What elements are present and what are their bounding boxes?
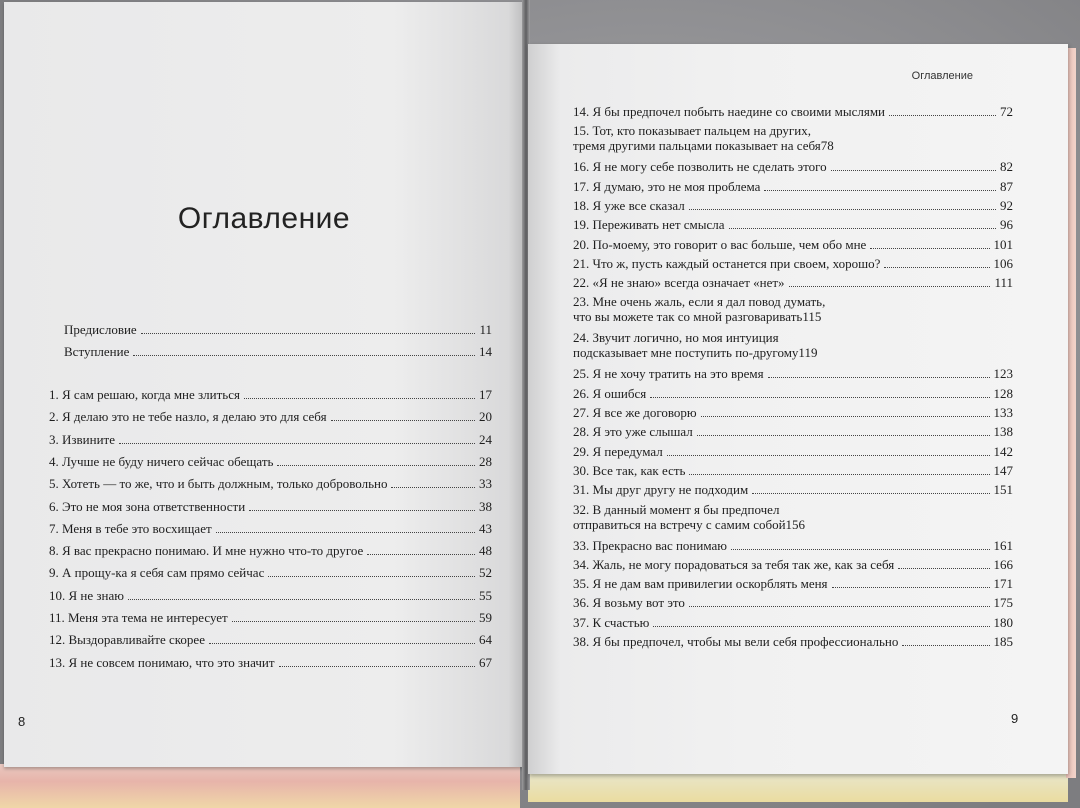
toc-entry xyxy=(573,179,1013,194)
toc-entry xyxy=(573,576,1013,591)
toc-entry xyxy=(49,454,492,469)
toc-entry-page: 78 xyxy=(820,138,834,154)
toc-entry-label: 26. Я ошибся xyxy=(573,385,647,401)
toc-entry-label: 6. Это не моя зона ответственности xyxy=(49,498,246,514)
left-page xyxy=(4,2,524,767)
toc-entry-label: 11. Меня эта тема не интересует xyxy=(49,610,228,625)
dot-leader xyxy=(141,333,476,334)
toc-entry-page: 138 xyxy=(993,424,1013,440)
toc-entry xyxy=(573,217,1013,232)
toc-entry-label: 16. Я не могу себе позволить не сделать этого xyxy=(573,159,827,175)
toc-entry-label: 1. Я сам решаю, когда мне злиться xyxy=(49,387,240,402)
toc-entry-page: 180 xyxy=(993,614,1013,630)
toc-entry-label: 7. Меня в тебе это восхищает xyxy=(49,520,212,536)
toc-entry-label: 13. Я не совсем понимаю, что это значит xyxy=(49,654,275,670)
dot-leader xyxy=(277,465,475,466)
dot-leader xyxy=(232,621,475,622)
page-edge-bottom-left xyxy=(0,764,520,808)
page-edge-bottom-right xyxy=(528,772,1068,802)
toc-entry-label: 23. Мне очень жаль, если я дал повод думать, xyxy=(573,294,826,310)
toc-entry-page: 123 xyxy=(993,366,1013,382)
dot-leader xyxy=(689,209,996,210)
dot-leader xyxy=(216,532,475,533)
toc-entry xyxy=(573,104,1013,119)
toc-entry-page: 87 xyxy=(1000,178,1013,194)
toc-entry-page: 14 xyxy=(479,344,492,359)
toc-entry-label: 30. Все так, как есть xyxy=(573,462,686,478)
toc-entry xyxy=(49,610,492,625)
toc-entry-label: 12. Выздоравливайте скорее xyxy=(49,632,205,648)
toc-entry-label: 3. Извините xyxy=(49,431,115,447)
toc-entry-label: 28. Я это уже слышал xyxy=(573,424,693,440)
toc-entry xyxy=(573,256,1013,271)
dot-leader xyxy=(653,626,989,627)
dot-leader xyxy=(870,248,989,249)
toc-entry-page: 43 xyxy=(479,520,492,536)
toc-entry-label: 27. Я все же договорю xyxy=(573,405,697,420)
dot-leader xyxy=(768,377,990,378)
dot-leader xyxy=(697,435,990,436)
toc-entry-page: 20 xyxy=(479,409,492,425)
toc-entry-label: 20. По-моему, это говорит о вас больше, чем обо мне xyxy=(573,236,867,252)
dot-leader xyxy=(650,397,989,398)
toc-entry xyxy=(49,432,492,447)
toc-entry-label: 18. Я уже все сказал xyxy=(573,197,685,213)
right-page-number: 9 xyxy=(1011,711,1019,726)
dot-leader xyxy=(667,455,990,456)
toc-entry-label: 5. Хотеть — то же, что и быть должным, только добровольно xyxy=(49,476,388,492)
toc-entry-label: 35. Я не дам вам привилегии оскорблять меня xyxy=(573,576,828,592)
dot-leader xyxy=(902,645,989,646)
dot-leader xyxy=(279,666,475,667)
dot-leader xyxy=(831,170,996,171)
toc-entry xyxy=(49,521,492,536)
toc-entry-page: 33 xyxy=(479,476,492,492)
toc-entry-page: 28 xyxy=(479,453,492,469)
toc-entry-label: Вступление xyxy=(64,344,130,359)
dot-leader xyxy=(729,228,996,229)
toc-entry xyxy=(49,655,492,670)
toc-entry-page: 128 xyxy=(993,385,1013,401)
toc-entry xyxy=(49,588,492,603)
toc-entry xyxy=(573,294,1013,324)
dot-leader xyxy=(268,576,475,577)
toc-entry xyxy=(573,275,1013,290)
toc-entry-label: 31. Мы друг другу не подходим xyxy=(573,482,749,498)
right-page xyxy=(528,44,1068,774)
dot-leader xyxy=(689,606,990,607)
toc-entry-page: 142 xyxy=(993,443,1013,459)
toc-entry-page: 11 xyxy=(479,322,492,337)
toc-entry-label-continued: отправиться на встречу с самим собой xyxy=(573,516,786,532)
toc-entry-label: 10. Я не знаю xyxy=(49,587,124,603)
toc-entry-page: 185 xyxy=(993,634,1013,649)
dot-leader xyxy=(331,420,475,421)
toc-entry xyxy=(573,159,1013,174)
dot-leader xyxy=(764,190,996,191)
toc-entry-page: 166 xyxy=(993,556,1013,572)
toc-entry xyxy=(573,502,1013,532)
toc-entry-label: 21. Что ж, пусть каждый останется при своем, хорошо? xyxy=(573,255,881,271)
toc-entry-label: 29. Я передумал xyxy=(573,443,663,459)
toc-entry-label: Предисловие xyxy=(64,322,137,337)
toc-entry-label: 37. К счастью xyxy=(573,614,650,630)
toc-entry-page: 59 xyxy=(479,610,492,625)
toc-entry-page: 106 xyxy=(993,255,1013,271)
toc-entry-page: 115 xyxy=(802,309,822,325)
toc-entry xyxy=(573,237,1013,252)
toc-entry xyxy=(573,557,1013,572)
toc-entry-label: 2. Я делаю это не тебе назло, я делаю это для себя xyxy=(49,409,327,425)
toc-entry-label: 25. Я не хочу тратить на это время xyxy=(573,366,764,382)
left-page-number: 8 xyxy=(18,714,26,729)
dot-leader xyxy=(889,115,996,116)
toc-entry-label: 38. Я бы предпочел, чтобы мы вели себя профессионально xyxy=(573,634,899,649)
toc-entry-page: 72 xyxy=(1000,104,1013,119)
toc-entry-page: 151 xyxy=(993,482,1013,498)
dot-leader xyxy=(898,568,989,569)
dot-leader xyxy=(249,510,475,511)
dot-leader xyxy=(209,643,475,644)
toc-entry-page: 52 xyxy=(479,565,492,581)
toc-entry-label: 14. Я бы предпочел побыть наедине со своими мыслями xyxy=(573,104,886,119)
toc-entry-page: 92 xyxy=(1000,197,1013,213)
toc-entry-page: 171 xyxy=(993,576,1013,592)
toc-entry-label: 8. Я вас прекрасно понимаю. И мне нужно что-то другое xyxy=(49,543,364,559)
dot-leader xyxy=(367,554,475,555)
toc-entry-label-continued: что вы можете так со мной разговаривать xyxy=(573,309,803,325)
toc-entry xyxy=(573,123,1013,153)
dot-leader xyxy=(832,587,990,588)
toc-entry xyxy=(573,463,1013,478)
toc-entry xyxy=(573,366,1013,381)
toc-entry-label: 22. «Я не знаю» всегда означает «нет» xyxy=(573,275,785,291)
toc-entry xyxy=(573,595,1013,610)
toc-entry xyxy=(49,543,492,558)
dot-leader xyxy=(244,398,475,399)
dot-leader xyxy=(391,487,475,488)
toc-entry xyxy=(49,476,492,491)
toc-entry-label: 4. Лучше не буду ничего сейчас обещать xyxy=(49,453,274,469)
toc-entry-page: 156 xyxy=(785,516,806,532)
dot-leader xyxy=(128,599,475,600)
toc-entry-label: 24. Звучит логично, но моя интуиция xyxy=(573,330,779,346)
toc-entry-page: 24 xyxy=(479,431,492,447)
dot-leader xyxy=(701,416,990,417)
toc-entry xyxy=(573,634,1013,649)
dot-leader xyxy=(789,286,991,287)
toc-entry-page: 48 xyxy=(479,543,492,559)
toc-entry xyxy=(49,387,492,402)
running-header: Оглавление xyxy=(911,70,973,82)
dot-leader xyxy=(731,549,990,550)
toc-entry xyxy=(573,330,1013,360)
toc-entry xyxy=(573,482,1013,497)
toc-entry-page: 38 xyxy=(479,498,492,514)
page-title: Оглавление xyxy=(177,202,351,235)
toc-entry xyxy=(64,322,492,337)
toc-entry-page: 17 xyxy=(479,387,492,402)
toc-entry-label-continued: подсказывает мне поступить по-другому xyxy=(573,345,799,361)
toc-entry-page: 161 xyxy=(993,537,1013,553)
toc-entry-page: 67 xyxy=(479,654,492,670)
toc-entry xyxy=(49,499,492,514)
dot-leader xyxy=(119,443,475,444)
toc-entry-label-continued: тремя другими пальцами показывает на себя xyxy=(573,138,821,154)
toc-entry-label: 19. Переживать нет смысла xyxy=(573,217,725,233)
dot-leader xyxy=(133,355,475,356)
toc-entry xyxy=(573,424,1013,439)
toc-entry-label: 32. В данный момент я бы предпочел xyxy=(573,501,780,517)
toc-entry xyxy=(49,565,492,580)
toc-entry xyxy=(49,632,492,647)
toc-entry-label: 17. Я думаю, это не моя проблема xyxy=(573,178,761,194)
toc-entry-page: 119 xyxy=(798,345,818,361)
toc-entry-label: 34. Жаль, не могу порадоваться за тебя так же, как за себя xyxy=(573,556,895,572)
toc-entry-page: 175 xyxy=(993,595,1013,611)
toc-entry-label: 15. Тот, кто показывает пальцем на других, xyxy=(573,123,811,139)
toc-entry-page: 96 xyxy=(1000,217,1013,233)
dot-leader xyxy=(752,493,989,494)
toc-entry-page: 147 xyxy=(993,462,1013,478)
toc-entry xyxy=(573,405,1013,420)
toc-entry xyxy=(573,538,1013,553)
toc-entry xyxy=(573,444,1013,459)
toc-entry-page: 55 xyxy=(479,587,492,603)
toc-entry xyxy=(573,198,1013,213)
toc-entry-page: 82 xyxy=(1000,159,1013,175)
dot-leader xyxy=(884,267,989,268)
toc-entry-label: 9. А прощу-ка я себя сам прямо сейчас xyxy=(49,565,265,581)
dot-leader xyxy=(689,474,989,475)
toc-entry xyxy=(573,615,1013,630)
toc-entry-label: 36. Я возьму вот это xyxy=(573,595,685,611)
toc-entry-label: 33. Прекрасно вас понимаю xyxy=(573,537,727,553)
toc-entry-page: 64 xyxy=(479,632,492,648)
toc-entry xyxy=(573,386,1013,401)
toc-entry-page: 101 xyxy=(993,236,1013,252)
toc-entry-page: 111 xyxy=(994,275,1013,291)
toc-entry xyxy=(64,344,492,359)
toc-entry-page: 133 xyxy=(993,405,1013,420)
toc-entry xyxy=(49,409,492,424)
